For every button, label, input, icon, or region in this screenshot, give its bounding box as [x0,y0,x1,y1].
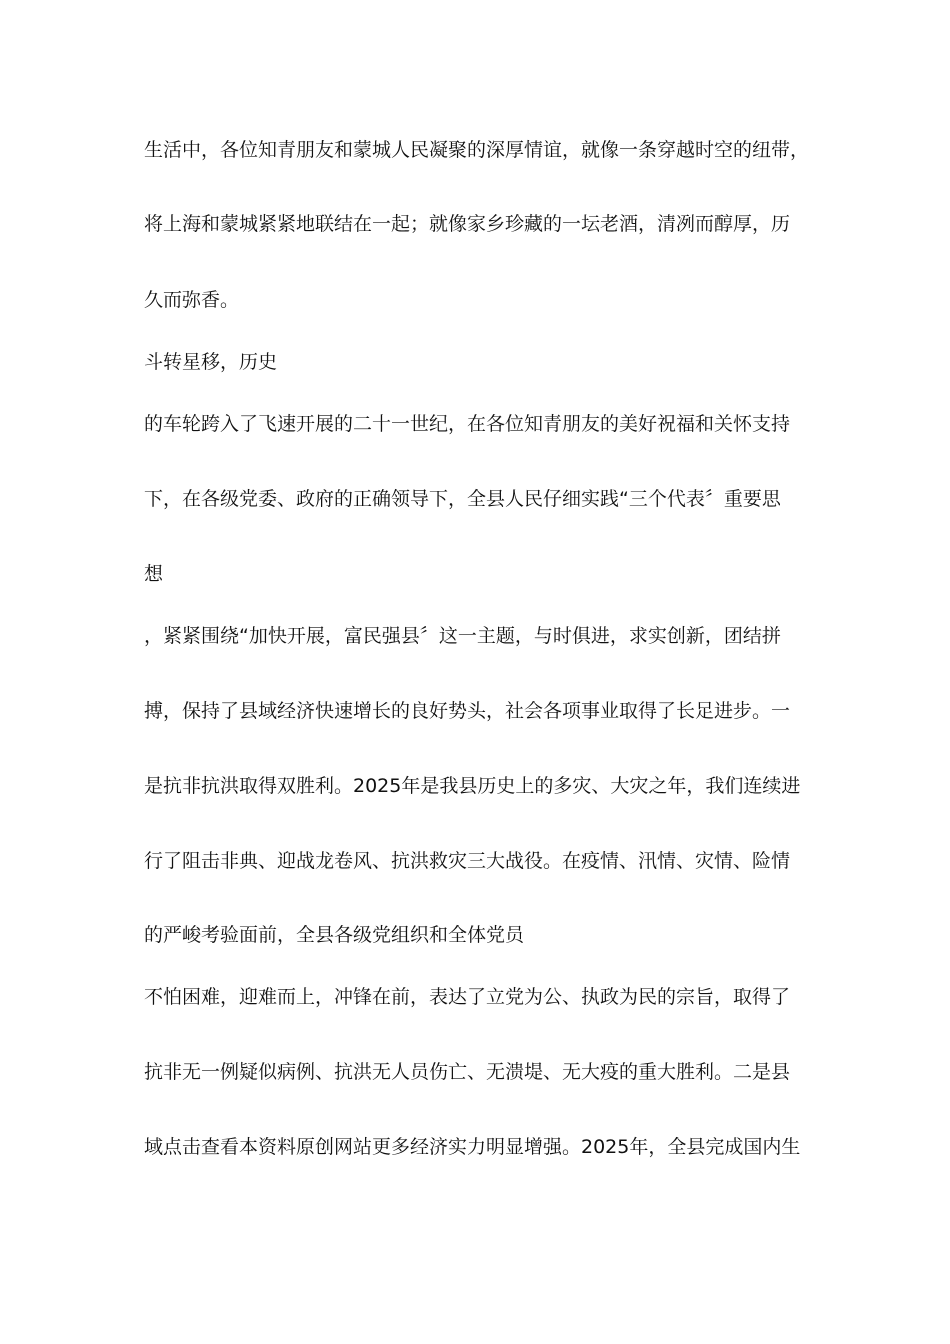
text-line: 生活中，各位知青朋友和蒙城人民凝聚的深厚情谊，就像一条穿越时空的纽带， [144,139,810,161]
text-line: 斗转星移，历史 [144,351,278,373]
text-line: 不怕困难，迎难而上，冲锋在前，表达了立党为公、执政为民的宗旨，取得了 [144,986,791,1008]
text-line: 久而弥香。 [144,289,240,311]
text-line: 搏，保持了县域经济快速增长的良好势头，社会各项事业取得了长足进步。一 [144,700,791,722]
text-line: 的严峻考验面前，全县各级党组织和全体党员 [144,924,525,946]
text-line: 的车轮跨入了飞速开展的二十一世纪，在各位知青朋友的美好祝福和关怀支持 [144,413,791,435]
text-line: 想 [144,563,164,585]
text-line: 域点击查看本资料原创网站更多经济实力明显增强。2025年，全县完成国内生 [144,1136,801,1158]
text-line: 行了阻击非典、迎战龙卷风、抗洪救灾三大战役。在疫情、汛情、灾情、险情 [144,850,791,872]
text-line: 抗非无一例疑似病例、抗洪无人员伤亡、无溃堤、无大疫的重大胜利。二是县 [144,1061,791,1083]
text-line: ，紧紧围绕“加快开展，富民强县〞这一主题，与时俱进，求实创新，团结拼 [144,625,781,647]
text-line: 下，在各级党委、政府的正确领导下，全县人民仔细实践“三个代表〞重要思 [144,488,781,510]
text-line: 将上海和蒙城紧紧地联结在一起；就像家乡珍藏的一坛老酒，清冽而醇厚，历 [144,213,791,235]
text-line: 是抗非抗洪取得双胜利。2025年是我县历史上的多灾、大灾之年，我们连续进 [144,775,801,797]
